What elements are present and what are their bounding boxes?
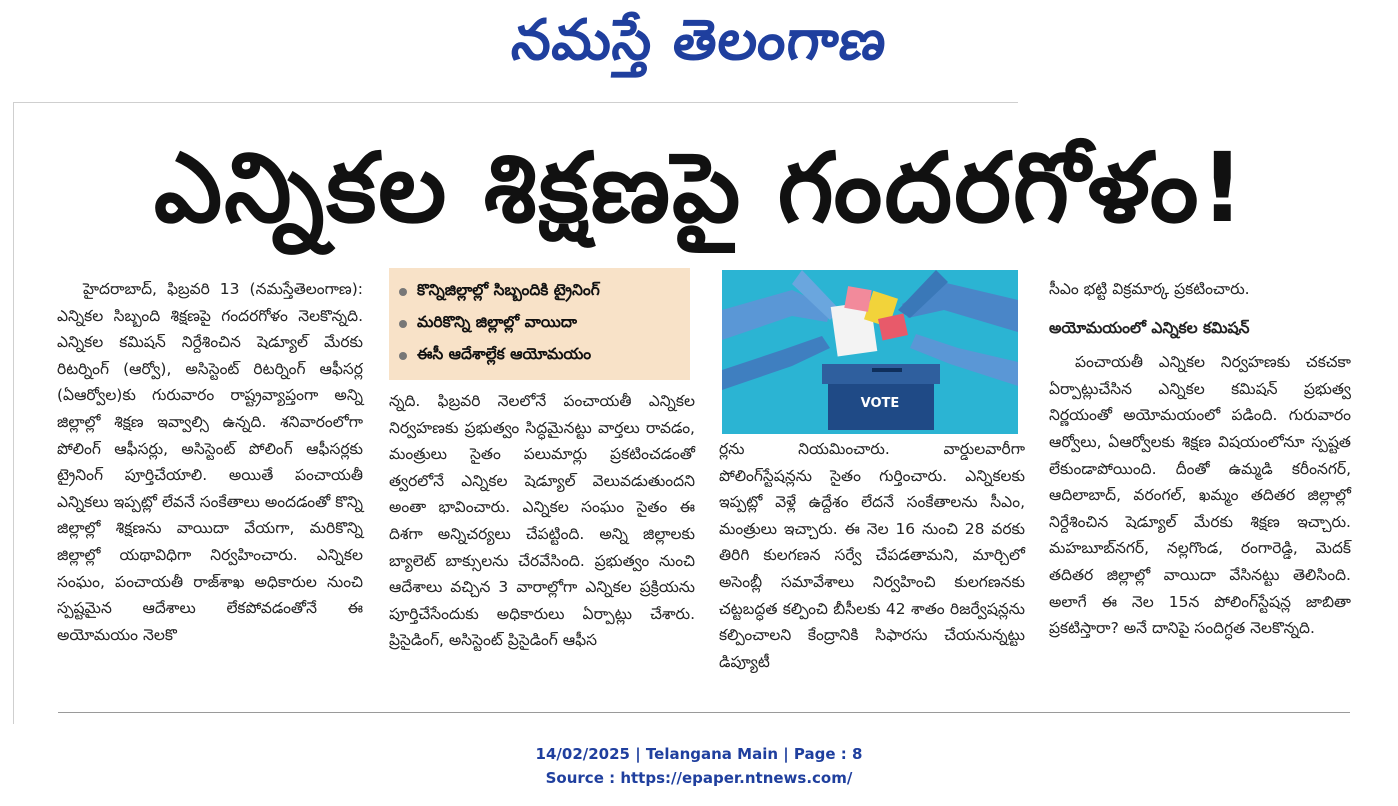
deck-item bbox=[399, 340, 680, 372]
column-3-text: ర్లను నియమించారు. వార్డులవారీగా పోలింగ్‌స్టేషన్లను సైతం గుర్తించారు. ఎన్నికలకు ఇప్పట్లో వెళ్లే ఉద్దేశం లేదనే సంకేతాలను సీఎం, మంత్రులు ఇచ్చారు. ఈ నెల 16 నుంచి 28 వరకు తిరిగి కులగణన సర్వే చేపడతామని, మార్చిలో అసెంబ్లీ సమావేశాలు నిర్వహించి కులగణనకు చట్టబద్ధత కల్పించి బీసీలకు 42 శాతం రిజర్వేషన్లను కల్పించాలని కేంద్రానికి సిఫారసు చేయనున్నట్టు డిప్యూటీ bbox=[719, 440, 1025, 671]
column-2-text: న్నది. ఫిబ్రవరి నెలలోనే పంచాయతీ ఎన్నికల నిర్వహణకు ప్రభుత్వం సిద్ధమైనట్టు వార్తలు రావడం, మంత్రులు సైతం పలుమార్లు ప్రకటించడంతో త్వరలోనే ఎన్నికల షెడ్యూల్ వెలువడుతుందని అంతా భావించారు. ఎన్నికల సంఘం సైతం ఈ దిశగా అన్నిచర్యలు చేపట్టింది. అన్ని జిల్లాలకు బ్యాలెట్ బాక్సులను చేరవేసింది. ప్రభుత్వం నుంచి ఆదేశాలు వచ్చిన 3 వారాల్లోగా ఎన్నికల ప్రక్రియను పూర్తిచేసేందుకు అధికారులు ఏర్పాట్లు చేశారు. ప్రిసైడింగ్, అసిస్టెంట్ ప్రిసైడింగ్ ఆఫీస bbox=[389, 392, 695, 650]
deck-item-text: కొన్నిజిల్లాల్లో సిబ్బందికి ట్రైనింగ్ bbox=[417, 281, 600, 299]
column-4-lead: సీఎం భట్టి విక్రమార్క ప్రకటించారు. bbox=[1049, 280, 1250, 298]
bottom-rule bbox=[58, 712, 1350, 713]
bullet-icon bbox=[399, 320, 407, 328]
column-1-text: హైదరాబాద్, ఫిబ్రవరి 13 (నమస్తేతెలంగాణ): ఎన్నికల సిబ్బంది శిక్షణపై గందరగోళం నెలకొన్నది. ఎన్నికల కమిషన్ నిర్దేశించిన షెడ్యూల్ మేరకు రిటర్నింగ్ (ఆర్వో), అసిస్టెంట్ రిటర్నింగ్ ఆఫీసర్ల (ఏఆర్వోల)కు గురువారం రాష్ట్రవ్యాప్తంగా అన్ని జిల్లాల్లో శిక్షణ ఇవ్వాల్సి ఉన్నది. శనివారంలోగా పోలింగ్ ఆఫీసర్లు, అసిస్టెంట్ పోలింగ్ ఆఫీసర్లకు ట్రైనింగ్ పూర్తిచేయాలి. అయితే పంచాయతీ ఎన్నికలు ఇప్పట్లో లేవనే సంకేతాలు అందడంతో కొన్ని జిల్లాల్లో శిక్షణను వాయిదా వేయగా, మరికొన్ని జిల్లాల్లో యథావిధిగా నిర్వహించారు. ఎన్నికల సంఘం, పంచాయతీ రాజ్‌శాఖ అధికారుల నుంచి స్పష్టమైన ఆదేశాలు లేకపోవడంతోనే ఈ అయోమయం నెలకొ bbox=[57, 280, 363, 644]
footer bbox=[0, 742, 1398, 790]
left-rule bbox=[13, 102, 14, 724]
column-4-text: పంచాయతీ ఎన్నికల నిర్వహణకు చకచకా ఏర్పాట్లుచేసిన ఎన్నికల కమిషన్ ప్రభుత్వ నిర్ణయంతో అయోమయంలో పడింది. గురువారం ఆర్వోలు, ఏఆర్వోలకు శిక్షణ విషయంలోనూ స్పష్టత లేకుండాపోయింది. దీంతో ఉమ్మడి కరీంనగర్, ఆదిలాబాద్, వరంగల్, ఖమ్మం తదితర జిల్లాల్లో నిర్దేశించిన షెడ్యూల్ మేరకు శిక్షణ ఇచ్చారు. మహబూబ్‌నగర్, నల్లగొండ, రంగారెడ్డి, మెదక్ తదితర జిల్లాల్లో వాయిదా వేసినట్టు తెలిసింది. అలాగే ఈ నెల 15న పోలింగ్‌స్టేషన్ల జాబితా ప్రకటిస్తారా? అనే దానిపై సందిగ్ధత నెలకొన్నది. bbox=[1049, 353, 1351, 638]
deck-item-text: ఈసీ ఆదేశాల్లేక ఆయోమయం bbox=[417, 345, 592, 363]
bullet-icon bbox=[399, 288, 407, 296]
bullet-icon bbox=[399, 352, 407, 360]
deck-box bbox=[389, 268, 690, 380]
article-column-3 bbox=[719, 436, 1025, 675]
deck-item-text: మరికొన్ని జిల్లాల్లో వాయిదా bbox=[417, 313, 577, 331]
article-column-1 bbox=[57, 276, 363, 648]
footer-date-page: 14/02/2025 | Telangana Main | Page : 8 bbox=[535, 745, 863, 763]
masthead-title: నమస్తే తెలంగాణ bbox=[508, 8, 890, 73]
article-column-2 bbox=[389, 388, 695, 654]
footer-source: Source : https://epaper.ntnews.com/ bbox=[545, 769, 853, 787]
article-column-4 bbox=[1049, 276, 1351, 642]
deck-item bbox=[399, 276, 680, 308]
deck-item bbox=[399, 308, 680, 340]
ballot-box-illustration bbox=[722, 270, 1018, 434]
column-4-subhead: అయోమయంలో ఎన్నికల కమిషన్ bbox=[1049, 318, 1250, 337]
ballot-box-label: VOTE bbox=[860, 396, 900, 411]
top-rule bbox=[14, 102, 1018, 103]
masthead bbox=[0, 0, 1398, 86]
headline: ఎన్నికల శిక్షణపై గందరగోళం! bbox=[153, 132, 1247, 244]
